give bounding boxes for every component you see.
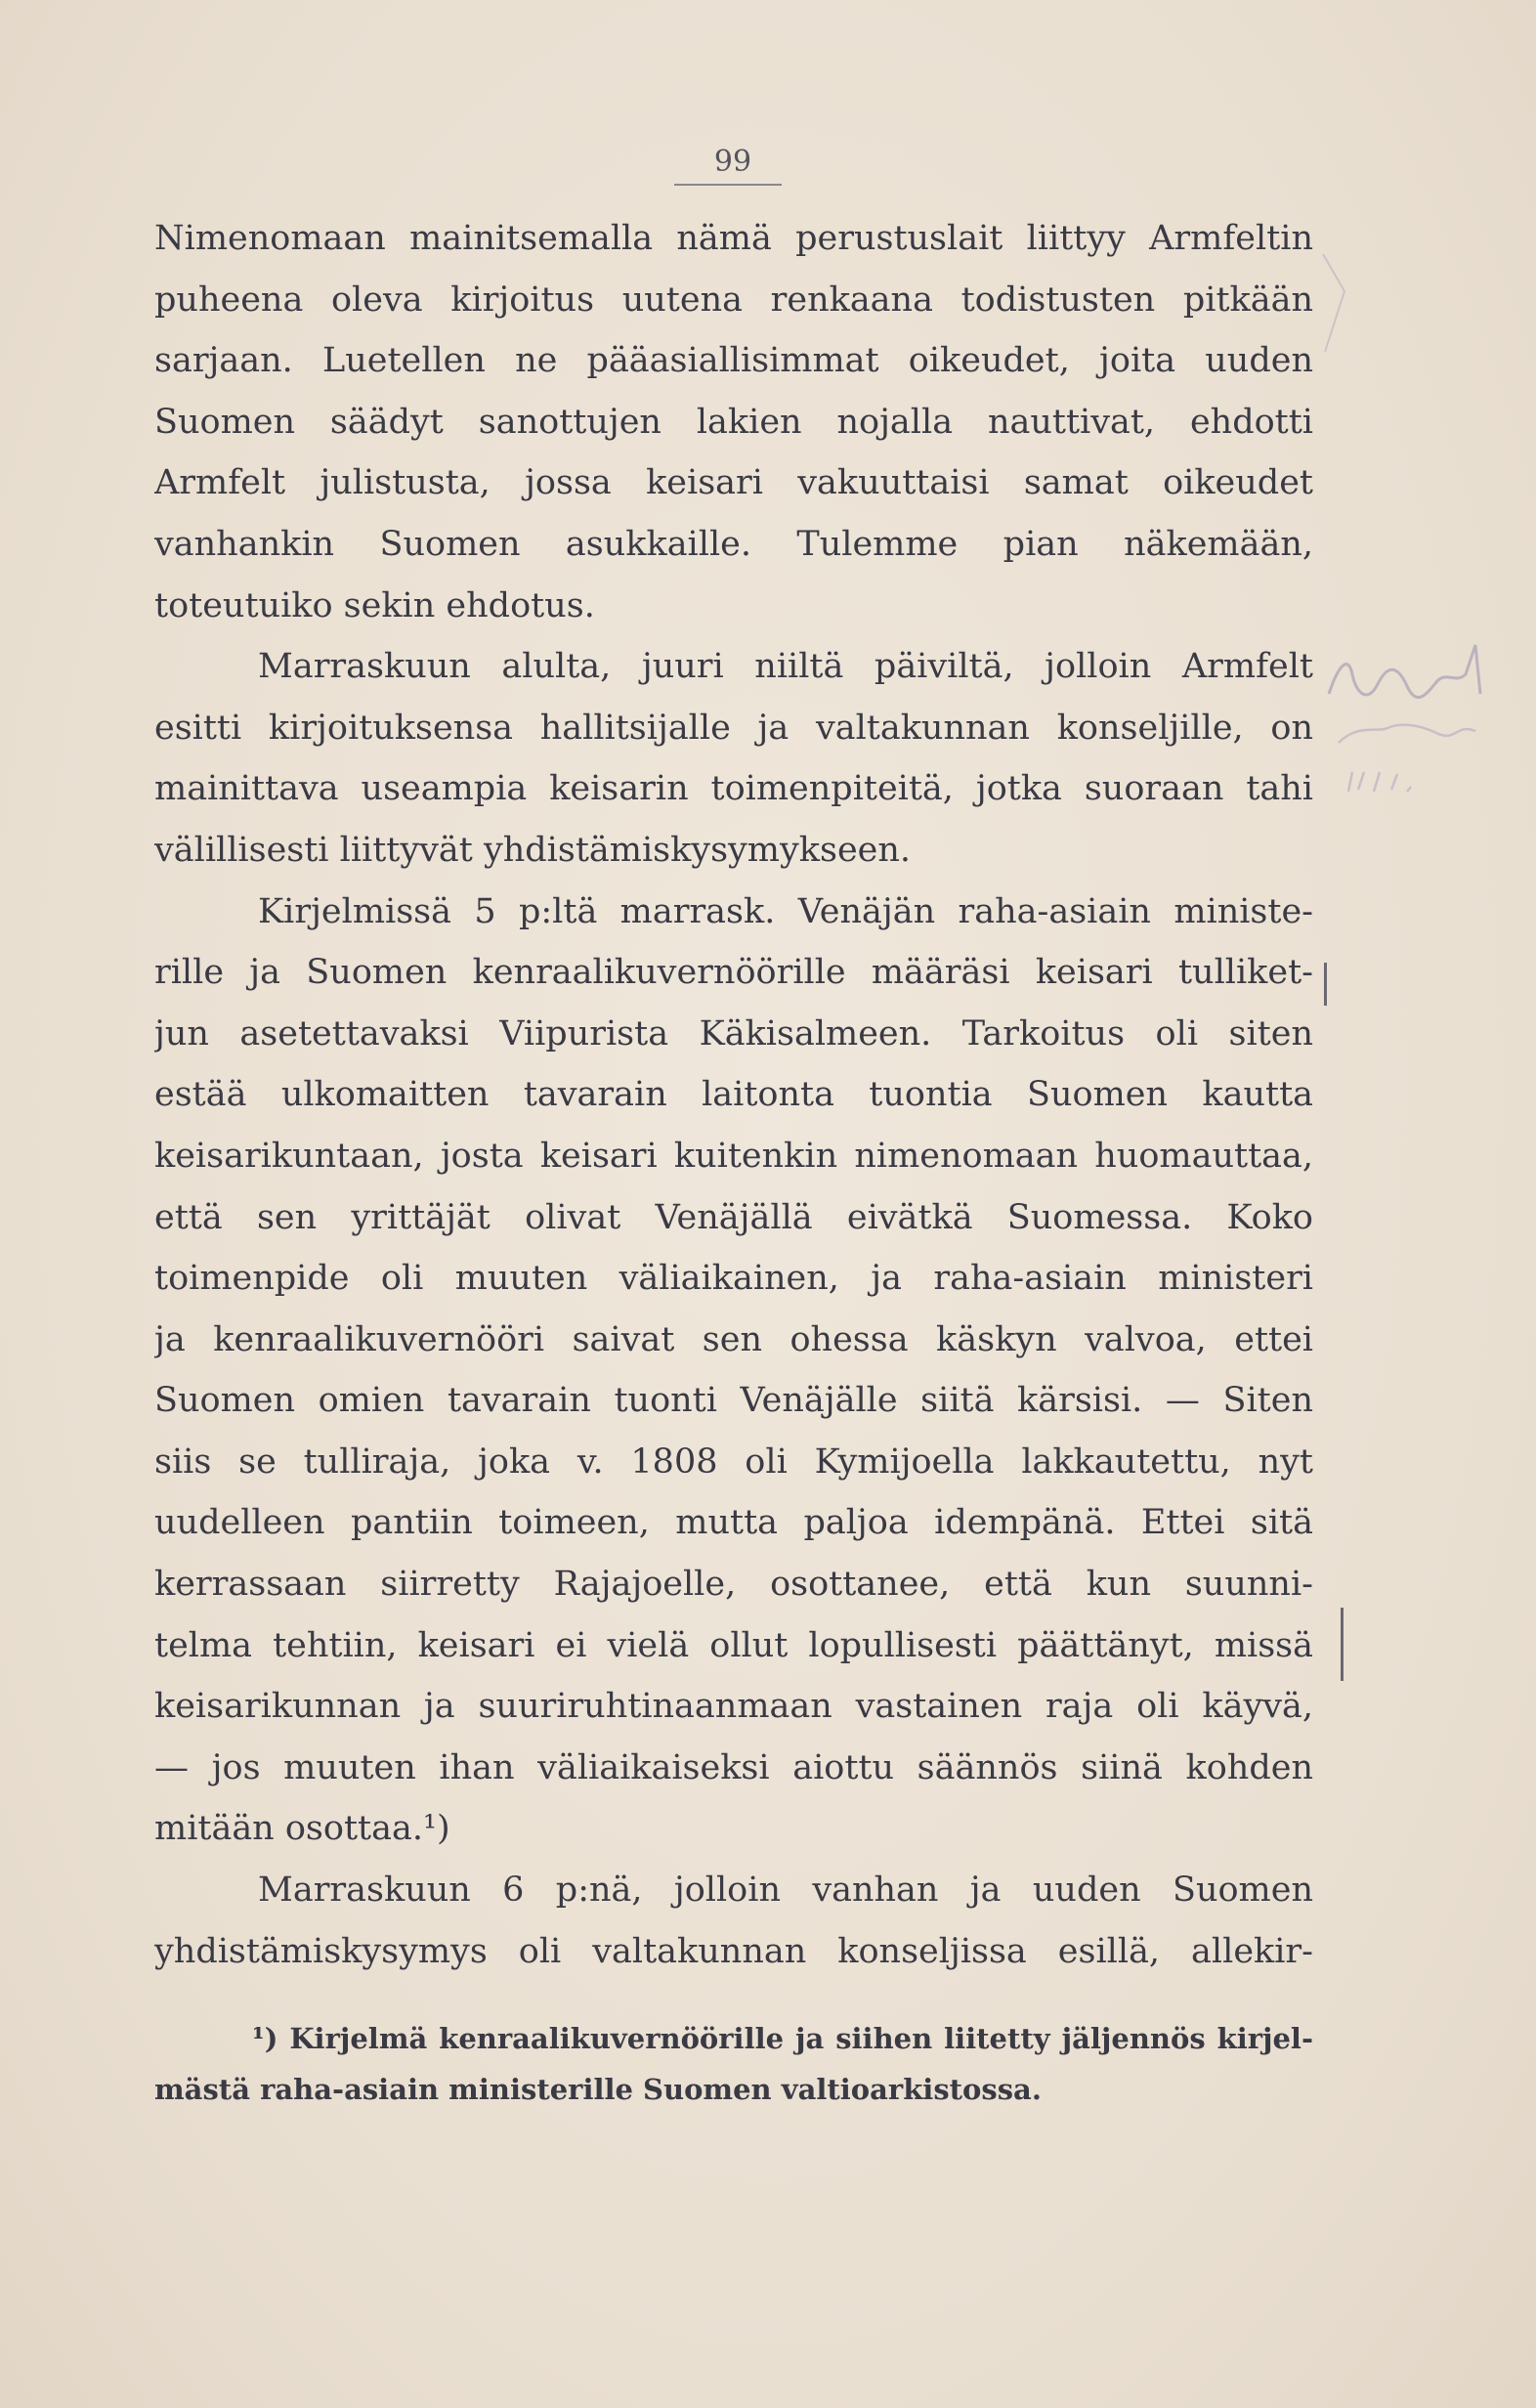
footnote-block bbox=[154, 2013, 1313, 2115]
text-line: rille ja Suomen kenraalikuvernöörille määräsi keisari tulliket- bbox=[154, 953, 1313, 993]
body-text bbox=[154, 208, 1313, 1982]
footnote-line: mästä raha-asiain ministerille Suomen valtioarkistossa. bbox=[154, 2073, 1042, 2106]
margin-slash-mark bbox=[1319, 244, 1358, 362]
text-line: — jos muuten ihan väliaikaiseksi aiottu säännös siinä kohden bbox=[154, 1747, 1313, 1787]
margin-bracket-mark bbox=[1324, 963, 1327, 1006]
text-line: jun asetettavaksi Viipurista Käkisalmeen. Tarkoitus oli siten bbox=[154, 1013, 1313, 1054]
text-line: mainittava useampia keisarin toimenpiteitä, jotka suoraan tahi bbox=[154, 769, 1313, 809]
text-line: uudelleen pantiin toimeen, mutta paljoa idempänä. Ettei sitä bbox=[154, 1503, 1313, 1543]
margin-pencil-scribble bbox=[1319, 625, 1515, 801]
text-line: siis se tulliraja, joka v. 1808 oli Kymijoella lakkautettu, nyt bbox=[154, 1441, 1313, 1482]
text-line: yhdistämiskysymys oli valtakunnan konseljissa esillä, allekir- bbox=[154, 1931, 1313, 1971]
text-line: Marraskuun alulta, juuri niiltä päiviltä, jolloin Armfelt bbox=[258, 647, 1313, 687]
text-line: Suomen säädyt sanottujen lakien nojalla nauttivat, ehdotti bbox=[154, 402, 1313, 442]
text-line: ja kenraalikuvernööri saivat sen ohessa käskyn valvoa, ettei bbox=[154, 1319, 1313, 1359]
text-line: Marraskuun 6 p:nä, jolloin vanhan ja uuden Suomen bbox=[258, 1870, 1313, 1911]
text-line: Nimenomaan mainitsemalla nämä perustuslait liittyy Armfeltin bbox=[154, 219, 1313, 258]
page-number-rule bbox=[674, 184, 782, 186]
text-line: vanhankin Suomen asukkaille. Tulemme pian näkemään, bbox=[154, 524, 1313, 564]
text-line: sarjaan. Luetellen ne pääasiallisimmat oikeudet, joita uuden bbox=[154, 341, 1313, 381]
text-line: Suomen omien tavarain tuonti Venäjälle siitä kärsisi. — Siten bbox=[154, 1381, 1313, 1421]
text-line: telma tehtiin, keisari ei vielä ollut lopullisesti päättänyt, missä bbox=[154, 1625, 1313, 1665]
text-line: Kirjelmissä 5 p:ltä marrask. Venäjän raha-asiain ministe- bbox=[258, 891, 1313, 931]
text-line: estää ulkomaitten tavarain laitonta tuontia Suomen kautta bbox=[154, 1075, 1313, 1115]
text-line: välillisesti liittyvät yhdistämiskysymykseen. bbox=[154, 830, 912, 870]
text-line: puheena oleva kirjoitus uutena renkaana todistusten pitkään bbox=[154, 280, 1313, 320]
text-line: toteutuiko sekin ehdotus. bbox=[154, 585, 595, 625]
text-line: keisarikunnan ja suuriruhtinaanmaan vastainen raja oli käyvä, bbox=[154, 1687, 1313, 1727]
text-line: mitään osottaa.¹) bbox=[154, 1809, 450, 1849]
page-number: 99 bbox=[713, 145, 752, 179]
text-line: keisarikuntaan, josta keisari kuitenkin nimenomaan huomauttaa, bbox=[154, 1136, 1313, 1176]
margin-bracket-mark bbox=[1341, 1608, 1344, 1681]
text-line: Armfelt julistusta, jossa keisari vakuuttaisi samat oikeudet bbox=[154, 463, 1313, 503]
text-line: toimenpide oli muuten väliaikainen, ja raha-asiain ministeri bbox=[154, 1259, 1313, 1299]
footnote-line: ¹) Kirjelmä kenraalikuvernöörille ja siihen liitetty jäljennös kirjel- bbox=[252, 2022, 1313, 2055]
text-line: kerrassaan siirretty Rajajoelle, osottanee, että kun suunni- bbox=[154, 1565, 1313, 1605]
text-line: esitti kirjoituksensa hallitsijalle ja valtakunnan konseljille, on bbox=[154, 708, 1313, 748]
text-line: että sen yrittäjät olivat Venäjällä eivätkä Suomessa. Koko bbox=[154, 1197, 1313, 1237]
